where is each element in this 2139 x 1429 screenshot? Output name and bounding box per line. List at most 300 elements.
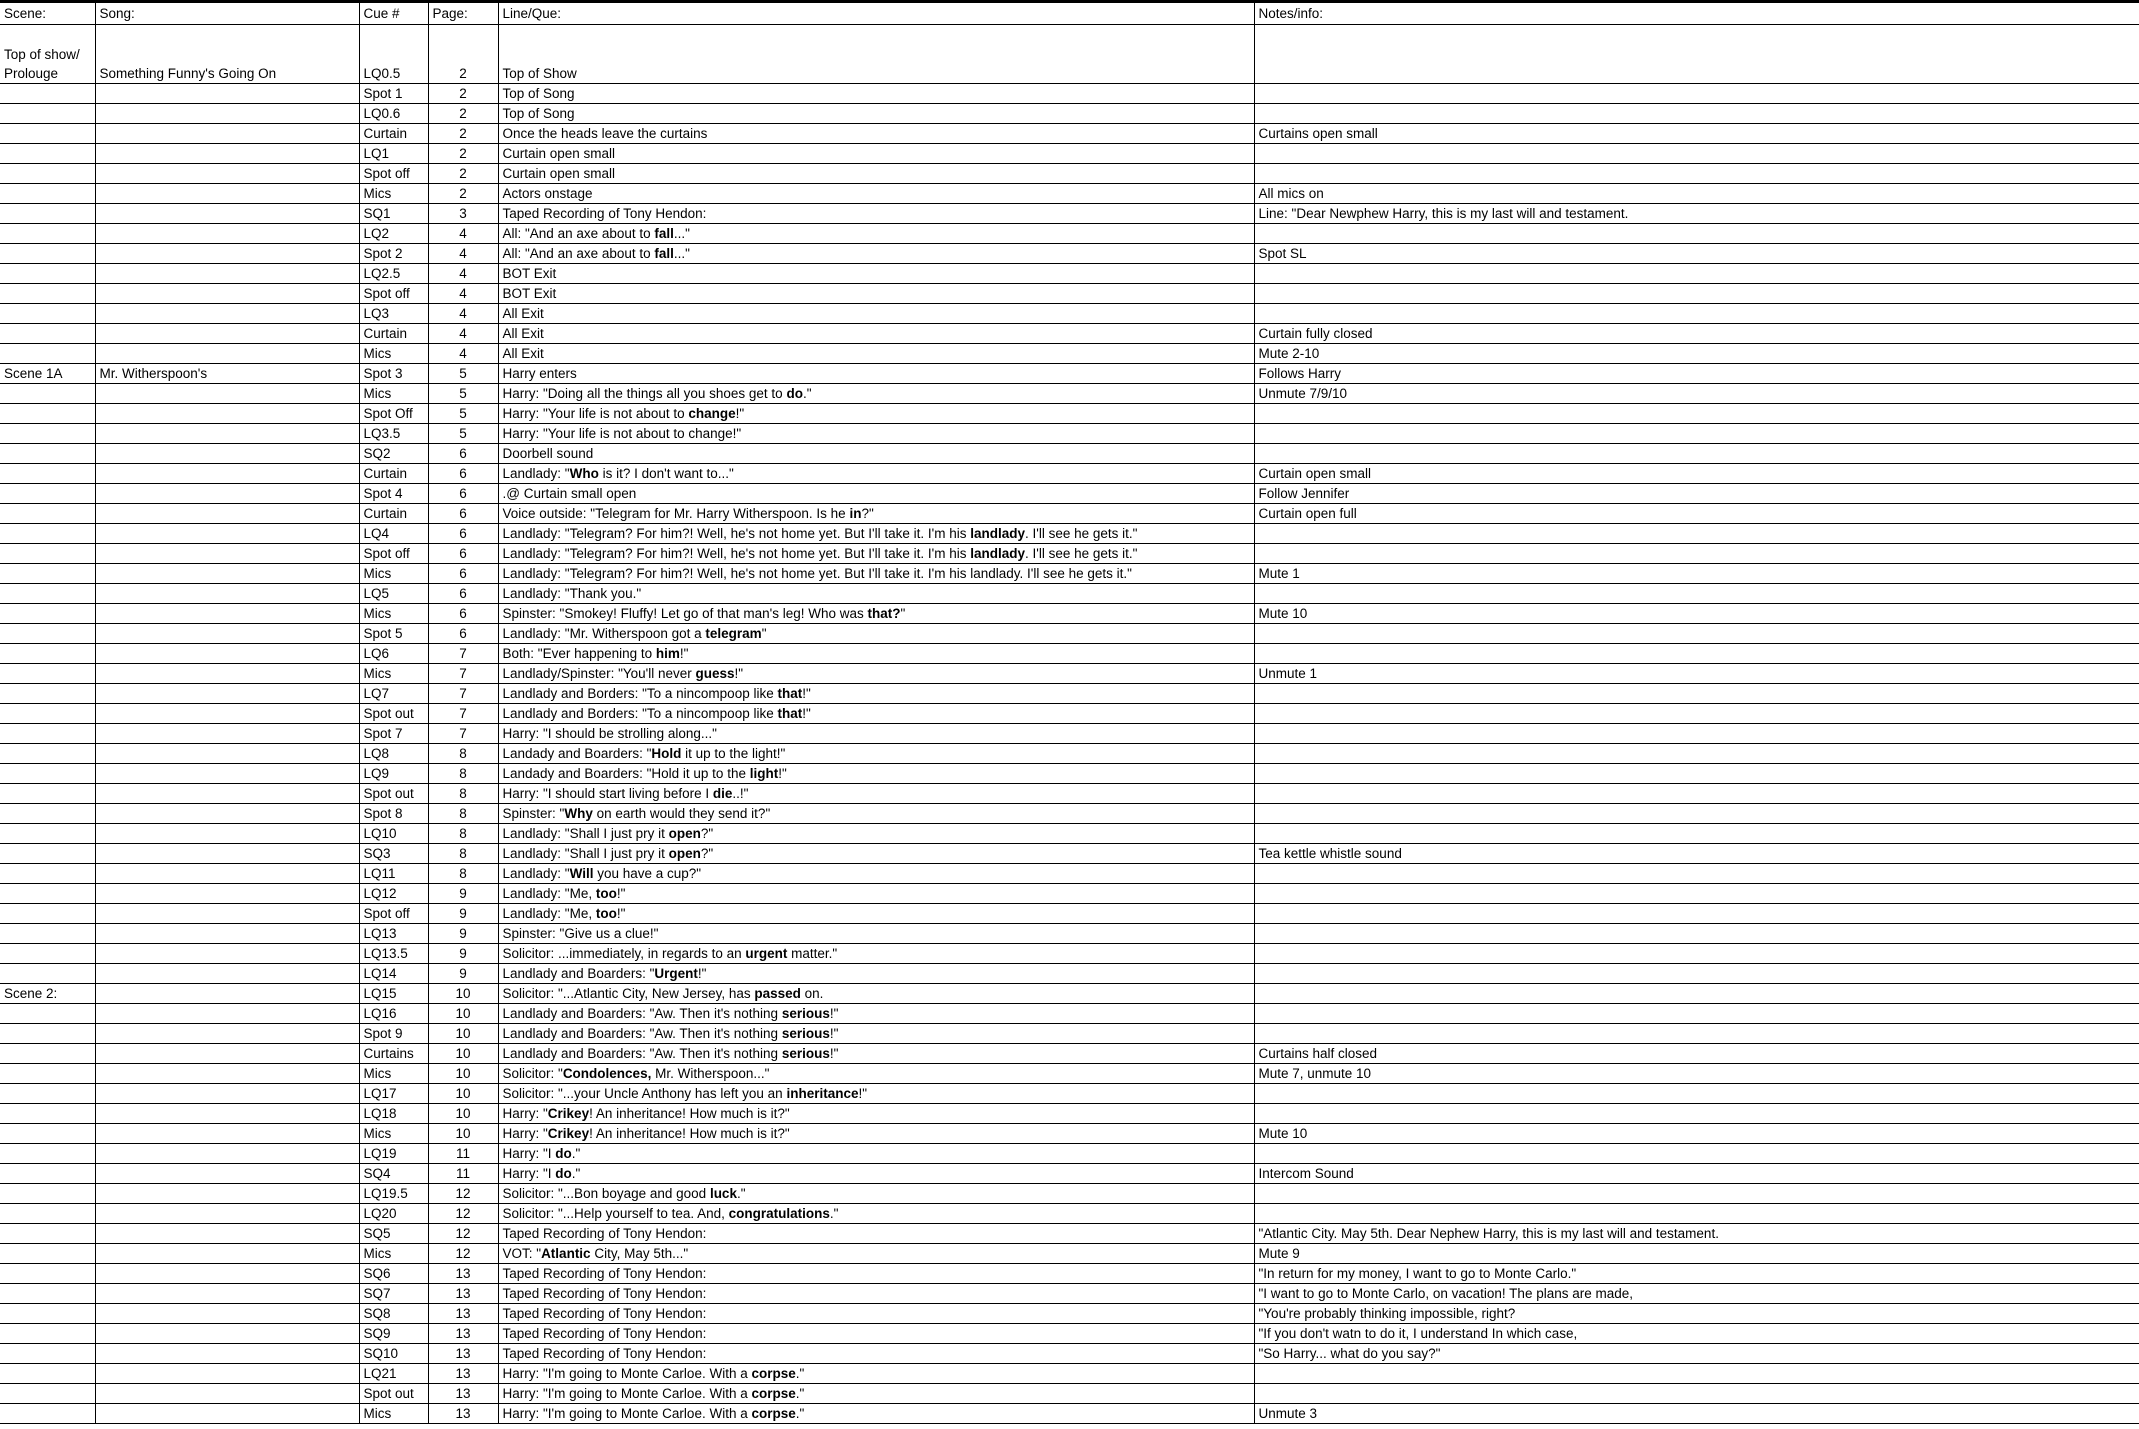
notes-cell[interactable] (1254, 1104, 2139, 1124)
scene-cell[interactable] (0, 684, 95, 704)
cue-cell[interactable]: LQ14 (359, 964, 428, 984)
notes-cell[interactable] (1254, 524, 2139, 544)
song-cell[interactable] (95, 624, 359, 644)
scene-cell[interactable] (0, 704, 95, 724)
scene-cell[interactable] (0, 144, 95, 164)
line-cell[interactable] (498, 224, 1254, 244)
scene-cell[interactable]: Scene 2: (0, 984, 95, 1004)
scene-cell[interactable] (0, 1064, 95, 1084)
cue-cell[interactable]: Spot out (359, 1384, 428, 1404)
scene-cell[interactable] (0, 1104, 95, 1124)
line-cell[interactable] (498, 884, 1254, 904)
line-cell[interactable] (498, 1104, 1254, 1124)
scene-cell[interactable] (0, 724, 95, 744)
cue-cell[interactable]: LQ8 (359, 744, 428, 764)
song-cell[interactable] (95, 884, 359, 904)
scene-cell[interactable] (0, 184, 95, 204)
scene-cell[interactable] (0, 864, 95, 884)
song-cell[interactable] (95, 1264, 359, 1284)
line-cell[interactable] (498, 164, 1254, 184)
song-cell[interactable] (95, 644, 359, 664)
scene-cell[interactable] (0, 124, 95, 144)
line-cell[interactable] (498, 924, 1254, 944)
line-cell[interactable] (498, 504, 1254, 524)
scene-cell[interactable] (0, 1044, 95, 1064)
cue-cell[interactable]: LQ2 (359, 224, 428, 244)
page-cell[interactable]: 10 (428, 1124, 498, 1144)
line-cell[interactable] (498, 944, 1254, 964)
line-cell[interactable] (498, 844, 1254, 864)
notes-cell[interactable] (1254, 444, 2139, 464)
line-cell[interactable] (498, 1344, 1254, 1364)
line-cell[interactable] (498, 524, 1254, 544)
line-cell[interactable] (498, 984, 1254, 1004)
song-cell[interactable]: Something Funny's Going On (95, 25, 359, 84)
line-cell[interactable] (498, 1204, 1254, 1224)
page-cell[interactable]: 10 (428, 1104, 498, 1124)
page-cell[interactable]: 9 (428, 944, 498, 964)
song-cell[interactable] (95, 264, 359, 284)
scene-cell[interactable]: Top of show/ Prolouge (0, 25, 95, 84)
page-cell[interactable]: 6 (428, 544, 498, 564)
page-cell[interactable]: 13 (428, 1404, 498, 1424)
notes-cell[interactable] (1254, 884, 2139, 904)
song-cell[interactable] (95, 1384, 359, 1404)
cue-cell[interactable]: Mics (359, 344, 428, 364)
notes-cell[interactable]: Follows Harry (1254, 364, 2139, 384)
song-cell[interactable] (95, 684, 359, 704)
notes-cell[interactable] (1254, 1144, 2139, 1164)
notes-cell[interactable] (1254, 824, 2139, 844)
cue-cell[interactable]: SQ3 (359, 844, 428, 864)
page-cell[interactable]: 13 (428, 1304, 498, 1324)
page-cell[interactable]: 6 (428, 624, 498, 644)
notes-cell[interactable] (1254, 944, 2139, 964)
page-cell[interactable]: 5 (428, 384, 498, 404)
scene-cell[interactable] (0, 604, 95, 624)
scene-cell[interactable] (0, 1384, 95, 1404)
song-cell[interactable] (95, 244, 359, 264)
line-cell[interactable] (498, 1004, 1254, 1024)
notes-cell[interactable]: "So Harry... what do you say?" (1254, 1344, 2139, 1364)
line-cell[interactable] (498, 1364, 1254, 1384)
line-cell[interactable] (498, 384, 1254, 404)
cue-cell[interactable]: Spot Off (359, 404, 428, 424)
page-cell[interactable]: 2 (428, 144, 498, 164)
scene-cell[interactable] (0, 384, 95, 404)
page-cell[interactable]: 7 (428, 684, 498, 704)
scene-cell[interactable] (0, 244, 95, 264)
page-cell[interactable]: 11 (428, 1144, 498, 1164)
page-cell[interactable]: 6 (428, 524, 498, 544)
page-cell[interactable]: 8 (428, 864, 498, 884)
cue-cell[interactable]: Spot 3 (359, 364, 428, 384)
scene-cell[interactable] (0, 544, 95, 564)
cue-cell[interactable]: SQ7 (359, 1284, 428, 1304)
page-cell[interactable]: 9 (428, 924, 498, 944)
song-cell[interactable] (95, 484, 359, 504)
line-cell[interactable] (498, 304, 1254, 324)
notes-cell[interactable] (1254, 104, 2139, 124)
cue-cell[interactable]: Mics (359, 1244, 428, 1264)
line-cell[interactable] (498, 84, 1254, 104)
notes-cell[interactable]: "If you don't watn to do it, I understand In which case, (1254, 1324, 2139, 1344)
notes-cell[interactable]: Unmute 3 (1254, 1404, 2139, 1424)
scene-cell[interactable] (0, 904, 95, 924)
line-cell[interactable] (498, 404, 1254, 424)
line-cell[interactable] (498, 264, 1254, 284)
cue-cell[interactable]: Spot off (359, 164, 428, 184)
notes-cell[interactable] (1254, 584, 2139, 604)
scene-cell[interactable] (0, 744, 95, 764)
notes-cell[interactable] (1254, 404, 2139, 424)
song-cell[interactable] (95, 864, 359, 884)
line-cell[interactable] (498, 144, 1254, 164)
line-cell[interactable] (498, 364, 1254, 384)
page-cell[interactable]: 10 (428, 1084, 498, 1104)
page-cell[interactable]: 6 (428, 484, 498, 504)
scene-cell[interactable] (0, 784, 95, 804)
notes-cell[interactable] (1254, 1084, 2139, 1104)
notes-cell[interactable] (1254, 224, 2139, 244)
page-cell[interactable]: 5 (428, 424, 498, 444)
cue-cell[interactable]: Curtain (359, 464, 428, 484)
line-cell[interactable] (498, 124, 1254, 144)
page-cell[interactable]: 8 (428, 764, 498, 784)
scene-cell[interactable] (0, 264, 95, 284)
page-cell[interactable]: 10 (428, 1044, 498, 1064)
scene-cell[interactable] (0, 1364, 95, 1384)
notes-cell[interactable] (1254, 1384, 2139, 1404)
scene-cell[interactable] (0, 1204, 95, 1224)
cue-cell[interactable]: LQ9 (359, 764, 428, 784)
notes-cell[interactable]: Unmute 1 (1254, 664, 2139, 684)
scene-cell[interactable] (0, 1004, 95, 1024)
cue-cell[interactable]: Spot 8 (359, 804, 428, 824)
line-cell[interactable] (498, 1064, 1254, 1084)
cue-cell[interactable]: Spot 1 (359, 84, 428, 104)
cue-cell[interactable]: Mics (359, 1124, 428, 1144)
page-cell[interactable]: 2 (428, 104, 498, 124)
cue-cell[interactable]: LQ0.6 (359, 104, 428, 124)
notes-cell[interactable] (1254, 1204, 2139, 1224)
song-cell[interactable] (95, 284, 359, 304)
cue-cell[interactable]: LQ18 (359, 1104, 428, 1124)
page-cell[interactable]: 5 (428, 404, 498, 424)
song-cell[interactable] (95, 344, 359, 364)
notes-cell[interactable]: "Atlantic City. May 5th. Dear Nephew Harry, this is my last will and testament. (1254, 1224, 2139, 1244)
scene-cell[interactable] (0, 444, 95, 464)
cue-cell[interactable]: Spot out (359, 704, 428, 724)
scene-cell[interactable] (0, 824, 95, 844)
cue-cell[interactable]: Spot 7 (359, 724, 428, 744)
cue-cell[interactable]: LQ10 (359, 824, 428, 844)
line-cell[interactable] (498, 1404, 1254, 1424)
scene-cell[interactable] (0, 404, 95, 424)
song-cell[interactable] (95, 1364, 359, 1384)
scene-cell[interactable] (0, 224, 95, 244)
cue-cell[interactable]: LQ19.5 (359, 1184, 428, 1204)
notes-cell[interactable]: Mute 10 (1254, 1124, 2139, 1144)
cue-cell[interactable]: SQ10 (359, 1344, 428, 1364)
notes-cell[interactable] (1254, 924, 2139, 944)
page-cell[interactable]: 13 (428, 1364, 498, 1384)
line-cell[interactable] (498, 444, 1254, 464)
line-cell[interactable] (498, 904, 1254, 924)
line-cell[interactable] (498, 284, 1254, 304)
song-cell[interactable] (95, 664, 359, 684)
scene-cell[interactable] (0, 1164, 95, 1184)
line-cell[interactable] (498, 1304, 1254, 1324)
notes-cell[interactable]: Curtains open small (1254, 124, 2139, 144)
cue-cell[interactable]: Mics (359, 564, 428, 584)
song-cell[interactable] (95, 944, 359, 964)
song-cell[interactable] (95, 1304, 359, 1324)
scene-cell[interactable] (0, 164, 95, 184)
line-cell[interactable] (498, 324, 1254, 344)
scene-cell[interactable] (0, 204, 95, 224)
song-cell[interactable] (95, 1084, 359, 1104)
scene-cell[interactable] (0, 764, 95, 784)
page-cell[interactable]: 13 (428, 1264, 498, 1284)
notes-cell[interactable]: All mics on (1254, 184, 2139, 204)
scene-cell[interactable] (0, 1024, 95, 1044)
song-cell[interactable] (95, 704, 359, 724)
page-cell[interactable]: 7 (428, 664, 498, 684)
notes-cell[interactable]: Mute 1 (1254, 564, 2139, 584)
song-cell[interactable] (95, 1204, 359, 1224)
cue-cell[interactable]: SQ1 (359, 204, 428, 224)
scene-cell[interactable] (0, 1124, 95, 1144)
scene-cell[interactable] (0, 464, 95, 484)
cue-cell[interactable]: Spot 4 (359, 484, 428, 504)
song-cell[interactable] (95, 984, 359, 1004)
song-cell[interactable]: Mr. Witherspoon's (95, 364, 359, 384)
cue-cell[interactable]: LQ2.5 (359, 264, 428, 284)
notes-cell[interactable]: Curtain fully closed (1254, 324, 2139, 344)
line-cell[interactable] (498, 1164, 1254, 1184)
notes-cell[interactable]: Unmute 7/9/10 (1254, 384, 2139, 404)
page-cell[interactable]: 2 (428, 124, 498, 144)
notes-cell[interactable] (1254, 1364, 2139, 1384)
song-cell[interactable] (95, 184, 359, 204)
cue-cell[interactable]: Mics (359, 184, 428, 204)
scene-cell[interactable] (0, 664, 95, 684)
cue-cell[interactable]: SQ8 (359, 1304, 428, 1324)
scene-cell[interactable]: Scene 1A (0, 364, 95, 384)
line-cell[interactable] (498, 564, 1254, 584)
cue-cell[interactable]: LQ13.5 (359, 944, 428, 964)
page-cell[interactable]: 10 (428, 1004, 498, 1024)
page-cell[interactable]: 13 (428, 1384, 498, 1404)
page-cell[interactable]: 2 (428, 25, 498, 84)
notes-cell[interactable]: Mute 9 (1254, 1244, 2139, 1264)
scene-cell[interactable] (0, 484, 95, 504)
notes-cell[interactable] (1254, 764, 2139, 784)
line-cell[interactable] (498, 1244, 1254, 1264)
song-cell[interactable] (95, 164, 359, 184)
line-cell[interactable] (498, 684, 1254, 704)
cue-cell[interactable]: LQ13 (359, 924, 428, 944)
song-cell[interactable] (95, 904, 359, 924)
line-cell[interactable] (498, 344, 1254, 364)
page-cell[interactable]: 2 (428, 164, 498, 184)
scene-cell[interactable] (0, 1144, 95, 1164)
line-cell[interactable] (498, 1184, 1254, 1204)
cue-cell[interactable]: Spot off (359, 904, 428, 924)
cue-cell[interactable]: LQ12 (359, 884, 428, 904)
cue-cell[interactable]: SQ6 (359, 1264, 428, 1284)
scene-cell[interactable] (0, 104, 95, 124)
scene-cell[interactable] (0, 624, 95, 644)
cue-cell[interactable]: SQ4 (359, 1164, 428, 1184)
scene-cell[interactable] (0, 584, 95, 604)
page-cell[interactable]: 12 (428, 1184, 498, 1204)
notes-cell[interactable] (1254, 25, 2139, 84)
notes-cell[interactable] (1254, 1004, 2139, 1024)
song-cell[interactable] (95, 1064, 359, 1084)
page-cell[interactable]: 13 (428, 1324, 498, 1344)
scene-cell[interactable] (0, 884, 95, 904)
song-cell[interactable] (95, 1004, 359, 1024)
notes-cell[interactable]: Mute 10 (1254, 604, 2139, 624)
page-cell[interactable]: 4 (428, 224, 498, 244)
page-cell[interactable]: 4 (428, 304, 498, 324)
song-cell[interactable] (95, 564, 359, 584)
cue-cell[interactable]: SQ9 (359, 1324, 428, 1344)
cue-cell[interactable]: Spot out (359, 784, 428, 804)
notes-cell[interactable]: Intercom Sound (1254, 1164, 2139, 1184)
notes-cell[interactable] (1254, 804, 2139, 824)
scene-cell[interactable] (0, 284, 95, 304)
line-cell[interactable] (498, 624, 1254, 644)
page-cell[interactable]: 8 (428, 744, 498, 764)
song-cell[interactable] (95, 304, 359, 324)
cue-cell[interactable]: SQ2 (359, 444, 428, 464)
line-cell[interactable] (498, 1124, 1254, 1144)
notes-cell[interactable]: Mute 2-10 (1254, 344, 2139, 364)
cue-cell[interactable]: LQ6 (359, 644, 428, 664)
cue-cell[interactable]: Mics (359, 664, 428, 684)
cue-cell[interactable]: LQ7 (359, 684, 428, 704)
song-cell[interactable] (95, 1344, 359, 1364)
scene-cell[interactable] (0, 564, 95, 584)
notes-cell[interactable] (1254, 704, 2139, 724)
page-cell[interactable]: 8 (428, 844, 498, 864)
page-cell[interactable]: 9 (428, 904, 498, 924)
line-cell[interactable] (498, 204, 1254, 224)
scene-cell[interactable] (0, 1304, 95, 1324)
song-cell[interactable] (95, 524, 359, 544)
song-cell[interactable] (95, 1244, 359, 1264)
page-cell[interactable]: 7 (428, 704, 498, 724)
page-cell[interactable]: 2 (428, 184, 498, 204)
page-cell[interactable]: 3 (428, 204, 498, 224)
notes-cell[interactable] (1254, 644, 2139, 664)
notes-cell[interactable] (1254, 84, 2139, 104)
notes-cell[interactable]: Follow Jennifer (1254, 484, 2139, 504)
line-cell[interactable] (498, 664, 1254, 684)
scene-cell[interactable] (0, 84, 95, 104)
cue-cell[interactable]: Mics (359, 1404, 428, 1424)
song-cell[interactable] (95, 1164, 359, 1184)
notes-cell[interactable] (1254, 784, 2139, 804)
notes-cell[interactable] (1254, 284, 2139, 304)
line-cell[interactable] (498, 1144, 1254, 1164)
notes-cell[interactable] (1254, 1184, 2139, 1204)
cue-cell[interactable]: Mics (359, 384, 428, 404)
cue-cell[interactable]: LQ3.5 (359, 424, 428, 444)
cue-cell[interactable]: Spot 2 (359, 244, 428, 264)
line-cell[interactable] (498, 824, 1254, 844)
song-cell[interactable] (95, 744, 359, 764)
scene-cell[interactable] (0, 1284, 95, 1304)
song-cell[interactable] (95, 84, 359, 104)
page-cell[interactable]: 7 (428, 724, 498, 744)
notes-cell[interactable]: Tea kettle whistle sound (1254, 844, 2139, 864)
notes-cell[interactable]: Spot SL (1254, 244, 2139, 264)
page-cell[interactable]: 9 (428, 964, 498, 984)
line-cell[interactable] (498, 1284, 1254, 1304)
notes-cell[interactable] (1254, 144, 2139, 164)
song-cell[interactable] (95, 1184, 359, 1204)
song-cell[interactable] (95, 1144, 359, 1164)
line-cell[interactable] (498, 644, 1254, 664)
scene-cell[interactable] (0, 924, 95, 944)
cue-cell[interactable]: LQ20 (359, 1204, 428, 1224)
line-cell[interactable] (498, 584, 1254, 604)
line-cell[interactable] (498, 1384, 1254, 1404)
line-cell[interactable] (498, 1224, 1254, 1244)
song-cell[interactable] (95, 1124, 359, 1144)
line-cell[interactable] (498, 744, 1254, 764)
notes-cell[interactable] (1254, 904, 2139, 924)
scene-cell[interactable] (0, 1084, 95, 1104)
page-cell[interactable]: 10 (428, 1024, 498, 1044)
scene-cell[interactable] (0, 344, 95, 364)
cue-cell[interactable]: Mics (359, 604, 428, 624)
notes-cell[interactable]: "I want to go to Monte Carlo, on vacation! The plans are made, (1254, 1284, 2139, 1304)
page-cell[interactable]: 6 (428, 564, 498, 584)
song-cell[interactable] (95, 924, 359, 944)
cue-cell[interactable]: Mics (359, 1064, 428, 1084)
scene-cell[interactable] (0, 1224, 95, 1244)
scene-cell[interactable] (0, 1324, 95, 1344)
line-cell[interactable] (498, 1084, 1254, 1104)
notes-cell[interactable] (1254, 1024, 2139, 1044)
song-cell[interactable] (95, 824, 359, 844)
cue-cell[interactable]: LQ21 (359, 1364, 428, 1384)
line-cell[interactable] (498, 544, 1254, 564)
notes-cell[interactable] (1254, 684, 2139, 704)
scene-cell[interactable] (0, 944, 95, 964)
song-cell[interactable] (95, 784, 359, 804)
cue-cell[interactable]: Curtain (359, 324, 428, 344)
page-cell[interactable]: 6 (428, 604, 498, 624)
notes-cell[interactable]: "You're probably thinking impossible, right? (1254, 1304, 2139, 1324)
line-cell[interactable] (498, 424, 1254, 444)
song-cell[interactable] (95, 224, 359, 244)
page-cell[interactable]: 6 (428, 444, 498, 464)
line-cell[interactable] (498, 1044, 1254, 1064)
page-cell[interactable]: 4 (428, 244, 498, 264)
page-cell[interactable]: 8 (428, 804, 498, 824)
notes-cell[interactable] (1254, 984, 2139, 1004)
song-cell[interactable] (95, 1224, 359, 1244)
line-cell[interactable] (498, 724, 1254, 744)
song-cell[interactable] (95, 1104, 359, 1124)
page-cell[interactable]: 4 (428, 344, 498, 364)
